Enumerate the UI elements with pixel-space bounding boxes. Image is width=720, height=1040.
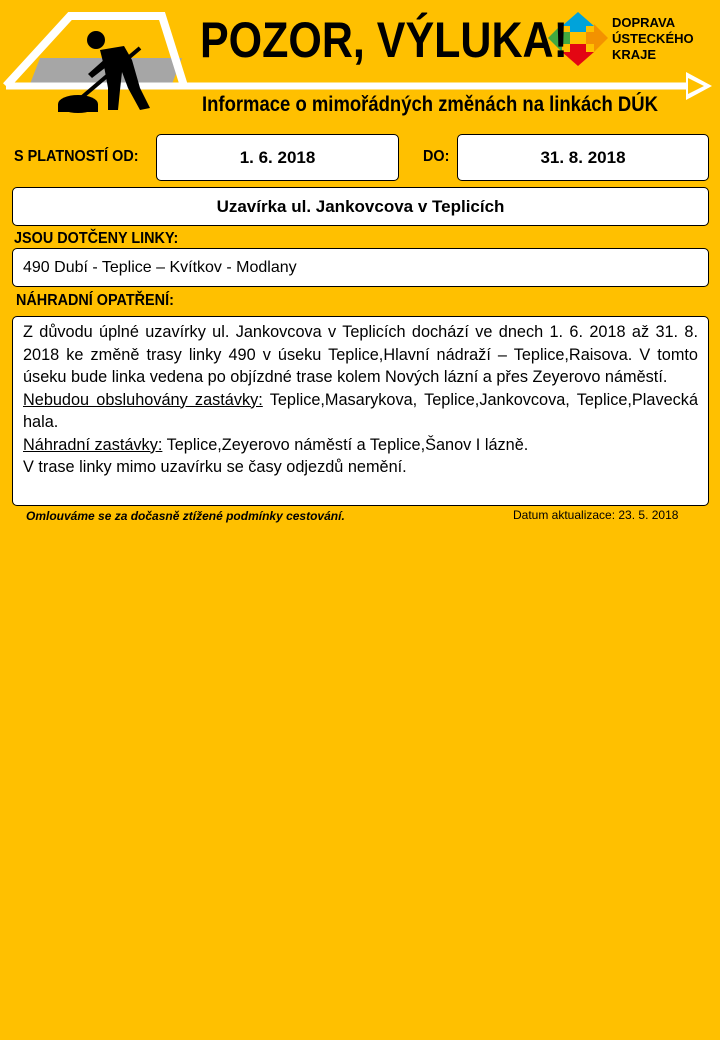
not-served-value: Teplice,Masarykova, Teplice,Jankovcova, Teplice,Plavecká hala. bbox=[23, 390, 698, 431]
valid-to-label: DO: bbox=[423, 148, 450, 165]
notice-title-box bbox=[12, 187, 709, 226]
logo-line: ÚSTECKÉHO bbox=[612, 31, 694, 46]
measures-paragraph: Z důvodu úplné uzavírky ul. Jankovcova v Teplicích dochází ve dnech 1. 6. 2018 až 31. 8. 2018 ke změně trasy linky 490 v úseku Teplice,Hlavní nádraží – Teplice,Raisova. V tomto úseku bude linka vedena po objízdné trase kolem Nových lázní a přes Zeyerovo náměstí. bbox=[23, 323, 698, 386]
logo-line: KRAJE bbox=[612, 47, 657, 62]
logo-text bbox=[612, 15, 694, 63]
logo-line: DOPRAVA bbox=[612, 15, 676, 30]
notice-title: Uzavírka ul. Jankovcova v Teplicích bbox=[216, 196, 505, 216]
not-served-stops bbox=[23, 389, 698, 434]
affected-lines-box bbox=[12, 248, 709, 287]
measures-closing: V trase linky mimo uzavírku se časy odjezdů nemění. bbox=[23, 458, 407, 476]
measures-label: NÁHRADNÍ OPATŘENÍ: bbox=[16, 292, 174, 309]
not-served-label: Nebudou obsluhovány zastávky: bbox=[23, 390, 263, 409]
affected-lines-value: 490 Dubí - Teplice – Kvítkov - Modlany bbox=[23, 258, 297, 276]
replacement-stops bbox=[23, 434, 698, 457]
update-date: Datum aktualizace: 23. 5. 2018 bbox=[513, 508, 679, 522]
replacement-value: Teplice,Zeyerovo náměstí a Teplice,Šanov I lázně. bbox=[162, 435, 529, 454]
measures-box bbox=[12, 316, 709, 506]
valid-from-value: 1. 6. 2018 bbox=[239, 147, 316, 167]
valid-to-field bbox=[457, 134, 709, 181]
replacement-label: Náhradní zastávky: bbox=[23, 435, 163, 454]
valid-from-field bbox=[156, 134, 399, 181]
page-headline: POZOR, VÝLUKA! bbox=[200, 12, 568, 68]
affected-lines-label: JSOU DOTČENY LINKY: bbox=[14, 230, 179, 247]
valid-from-label: S PLATNOSTÍ OD: bbox=[14, 148, 139, 165]
apology-note: Omlouváme se za dočasně ztížené podmínky cestování. bbox=[26, 509, 345, 523]
valid-to-value: 31. 8. 2018 bbox=[540, 147, 626, 167]
page-subheadline: Informace o mimořádných změnách na linkách DÚK bbox=[202, 93, 658, 116]
